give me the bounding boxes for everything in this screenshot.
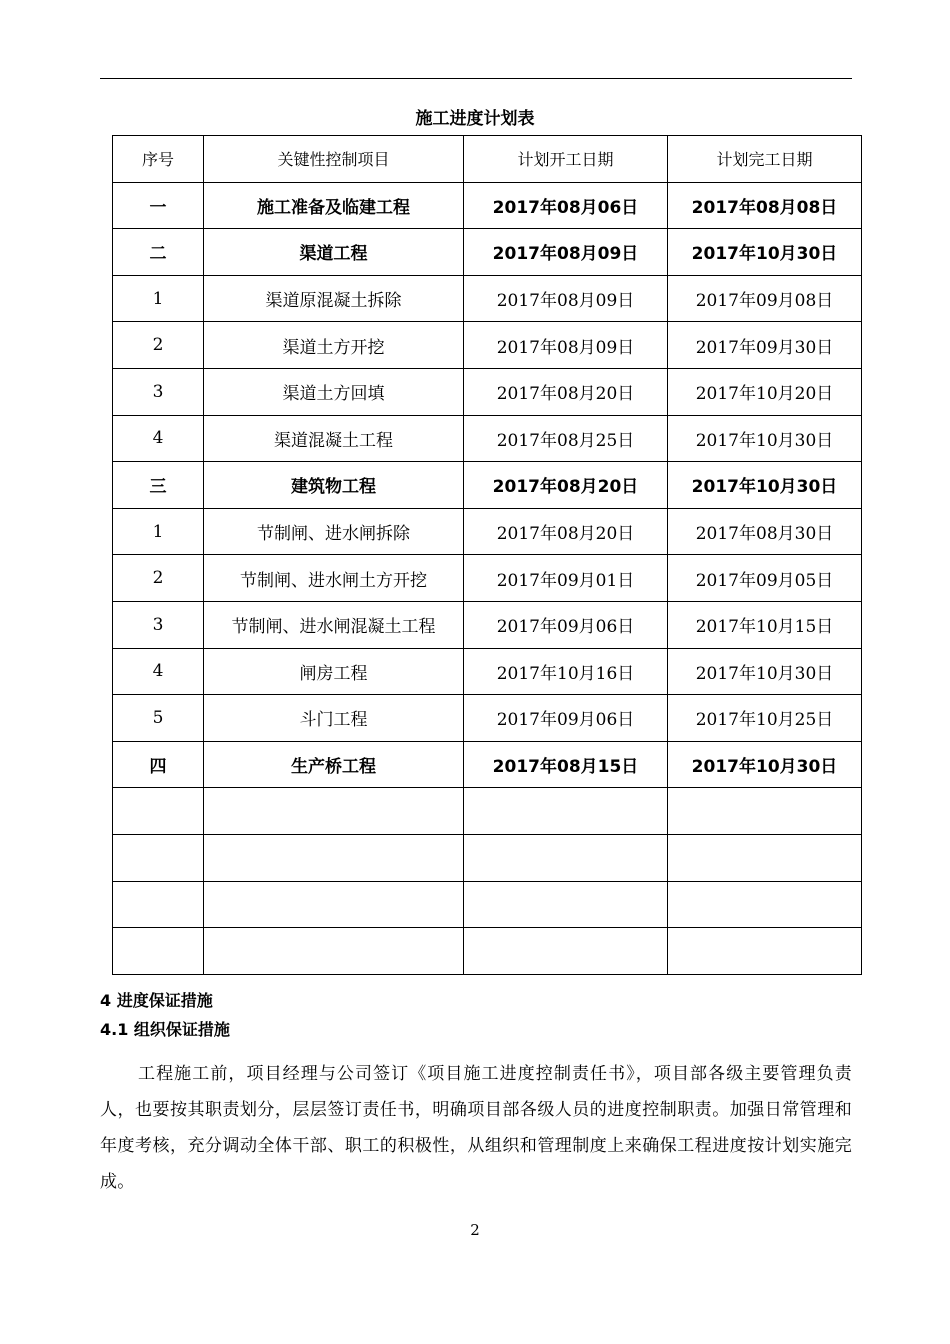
header-end: 计划完工日期 — [668, 136, 862, 183]
cell-start: 2017年08月20日 — [464, 462, 668, 509]
cell-no: 4 — [113, 648, 204, 695]
section-heading: 4 进度保证措施 — [100, 991, 213, 1010]
cell-item: 闸房工程 — [204, 648, 464, 695]
cell-start: 2017年08月09日 — [464, 229, 668, 276]
header-start: 计划开工日期 — [464, 136, 668, 183]
table-row — [113, 741, 862, 788]
table-row — [113, 322, 862, 369]
cell-end: 2017年10月25日 — [668, 695, 862, 742]
cell-no: 3 — [113, 368, 204, 415]
table-row — [113, 275, 862, 322]
cell-item: 渠道工程 — [204, 229, 464, 276]
cell-no: 3 — [113, 601, 204, 648]
cell-end: 2017年08月08日 — [668, 182, 862, 229]
cell-item: 渠道土方开挖 — [204, 322, 464, 369]
cell-no: 一 — [113, 182, 204, 229]
cell-item: 施工准备及临建工程 — [204, 182, 464, 229]
cell-start: 2017年10月16日 — [464, 648, 668, 695]
cell-no: 4 — [113, 415, 204, 462]
cell-end: 2017年10月30日 — [668, 415, 862, 462]
cell-start: 2017年09月01日 — [464, 555, 668, 602]
table-row — [113, 508, 862, 555]
header-rule — [100, 78, 852, 79]
schedule-table — [112, 135, 862, 975]
cell-end: 2017年10月30日 — [668, 648, 862, 695]
cell-end: 2017年10月30日 — [668, 741, 862, 788]
empty-row — [113, 928, 862, 975]
cell-start: 2017年08月25日 — [464, 415, 668, 462]
cell-no: 2 — [113, 322, 204, 369]
table-row — [113, 182, 862, 229]
cell-item: 渠道原混凝土拆除 — [204, 275, 464, 322]
cell-item: 斗门工程 — [204, 695, 464, 742]
empty-row — [113, 834, 862, 881]
cell-no: 5 — [113, 695, 204, 742]
cell-start: 2017年08月20日 — [464, 368, 668, 415]
table-title: 施工进度计划表 — [415, 109, 535, 129]
cell-end: 2017年10月15日 — [668, 601, 862, 648]
cell-item: 渠道混凝土工程 — [204, 415, 464, 462]
cell-item: 节制闸、进水闸拆除 — [204, 508, 464, 555]
page-number: 2 — [470, 1221, 480, 1239]
table-row — [113, 415, 862, 462]
cell-no: 四 — [113, 741, 204, 788]
table-row — [113, 555, 862, 602]
cell-item: 节制闸、进水闸混凝土工程 — [204, 601, 464, 648]
cell-start: 2017年09月06日 — [464, 695, 668, 742]
table-row — [113, 229, 862, 276]
table-row — [113, 695, 862, 742]
header-no: 序号 — [113, 136, 204, 183]
cell-start: 2017年08月09日 — [464, 275, 668, 322]
cell-end: 2017年10月20日 — [668, 368, 862, 415]
cell-item: 生产桥工程 — [204, 741, 464, 788]
cell-start: 2017年08月06日 — [464, 182, 668, 229]
table-row — [113, 601, 862, 648]
table-row — [113, 368, 862, 415]
cell-no: 二 — [113, 229, 204, 276]
cell-end: 2017年10月30日 — [668, 229, 862, 276]
cell-item: 节制闸、进水闸土方开挖 — [204, 555, 464, 602]
table-header-row — [113, 136, 862, 183]
cell-start: 2017年08月20日 — [464, 508, 668, 555]
cell-item: 渠道土方回填 — [204, 368, 464, 415]
cell-start: 2017年08月15日 — [464, 741, 668, 788]
cell-end: 2017年09月08日 — [668, 275, 862, 322]
table-row — [113, 648, 862, 695]
cell-no: 1 — [113, 508, 204, 555]
cell-start: 2017年08月09日 — [464, 322, 668, 369]
cell-start: 2017年09月06日 — [464, 601, 668, 648]
body-paragraph: 工程施工前，项目经理与公司签订《项目施工进度控制责任书》，项目部各级主要管理负责人，也要按其职责划分，层层签订责任书，明确项目部各级人员的进度控制职责。加强日常管理和年度考核，充分调动全体干部、职工的积极性，从组织和管理制度上来确保工程进度按计划实施完成。 — [100, 1064, 852, 1192]
cell-end: 2017年08月30日 — [668, 508, 862, 555]
cell-no: 1 — [113, 275, 204, 322]
header-item: 关键性控制项目 — [204, 136, 464, 183]
empty-row — [113, 881, 862, 928]
cell-item: 建筑物工程 — [204, 462, 464, 509]
cell-no: 2 — [113, 555, 204, 602]
table-row — [113, 462, 862, 509]
subsection-heading: 4.1 组织保证措施 — [100, 1020, 230, 1039]
empty-row — [113, 788, 862, 835]
cell-end: 2017年10月30日 — [668, 462, 862, 509]
cell-end: 2017年09月05日 — [668, 555, 862, 602]
cell-end: 2017年09月30日 — [668, 322, 862, 369]
cell-no: 三 — [113, 462, 204, 509]
